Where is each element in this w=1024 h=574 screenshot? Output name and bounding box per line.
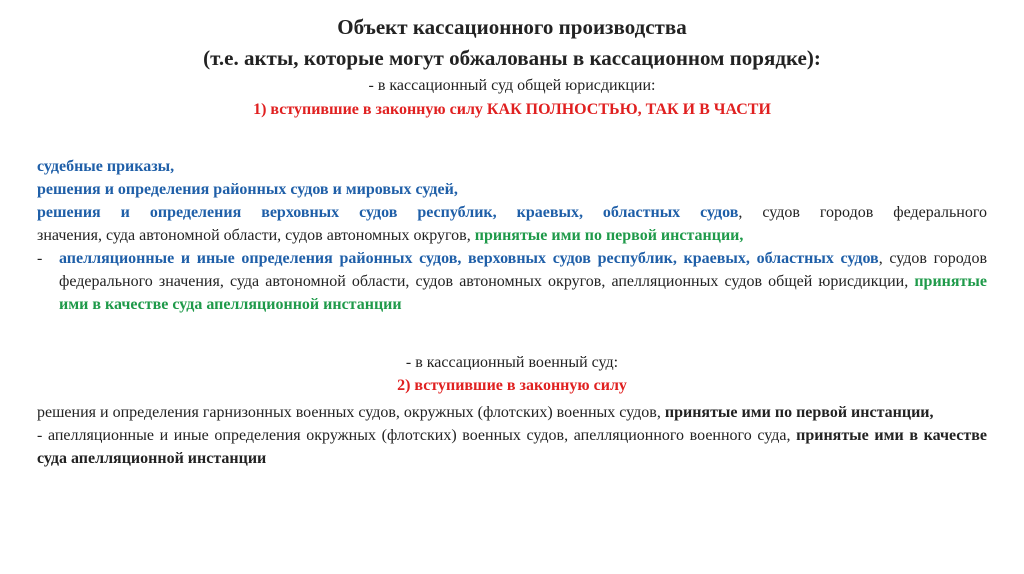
military-item-appeal-text: - апелляционные и иные определения окружных (флотских) военных судов, апелляционного военного суда, bbox=[37, 427, 797, 444]
civil-acts-list bbox=[37, 155, 987, 316]
civil-point-1-caps: КАК ПОЛНОСТЬЮ, ТАК И В ЧАСТИ bbox=[486, 101, 771, 118]
civil-item-regional-decisions bbox=[37, 201, 987, 224]
civil-point-1-text: 1) вступившие в законную силу bbox=[253, 101, 487, 118]
civil-item-appeal-blue: апелляционные и иные определения районных судов, верховных судов республик, краевых, областных судов bbox=[59, 250, 879, 267]
civil-court-subtitle: - в кассационный суд общей юрисдикции: bbox=[368, 77, 656, 94]
civil-item-district-decisions: решения и определения районных судов и мировых судей, bbox=[37, 181, 458, 198]
civil-item-regional-blue: решения и определения верховных судов республик, краевых, областных судов bbox=[37, 204, 739, 221]
civil-item-appeal-rulings bbox=[37, 247, 987, 316]
slide-header bbox=[0, 12, 1024, 122]
military-point-2: 2) вступившие в законную силу bbox=[397, 377, 627, 394]
military-item-garrison-text: решения и определения гарнизонных военных судов, окружных (флотских) военных судов, bbox=[37, 404, 665, 421]
military-item-appeal-bold: принятые ими в качестве суда апелляционной инстанции bbox=[37, 427, 988, 467]
military-item-garrison bbox=[37, 401, 987, 424]
civil-item-regional-rest-a: , судов городов федерального bbox=[738, 204, 987, 221]
military-acts-list bbox=[37, 401, 987, 470]
military-header bbox=[37, 351, 987, 397]
civil-item-appeal-green: принятые ими в качестве суда апелляционной инстанции bbox=[59, 273, 987, 313]
title-line-2: (т.е. акты, которые могут обжалованы в кассационном порядке): bbox=[203, 46, 821, 70]
title-line-1: Объект кассационного производства bbox=[337, 15, 687, 39]
civil-item-appeal-rest: , судов городов федерального значения, суда автономной области, судов автономных округов, апелляционных судов общей юрисдикции, bbox=[59, 250, 988, 290]
military-court-subtitle: - в кассационный военный суд: bbox=[405, 354, 619, 371]
dash-bullet: - bbox=[37, 250, 43, 267]
civil-item-court-orders: судебные приказы, bbox=[37, 158, 175, 175]
civil-point-1 bbox=[0, 98, 1024, 122]
military-item-appeal bbox=[37, 424, 987, 470]
civil-item-regional-rest-b: значения, суда автономной области, судов автономных округов, bbox=[37, 227, 475, 244]
civil-item-regional-green: принятые ими по первой инстанции, bbox=[474, 227, 744, 244]
military-item-garrison-bold: принятые ими по первой инстанции, bbox=[664, 404, 934, 421]
civil-item-regional-decisions-cont bbox=[37, 224, 987, 247]
